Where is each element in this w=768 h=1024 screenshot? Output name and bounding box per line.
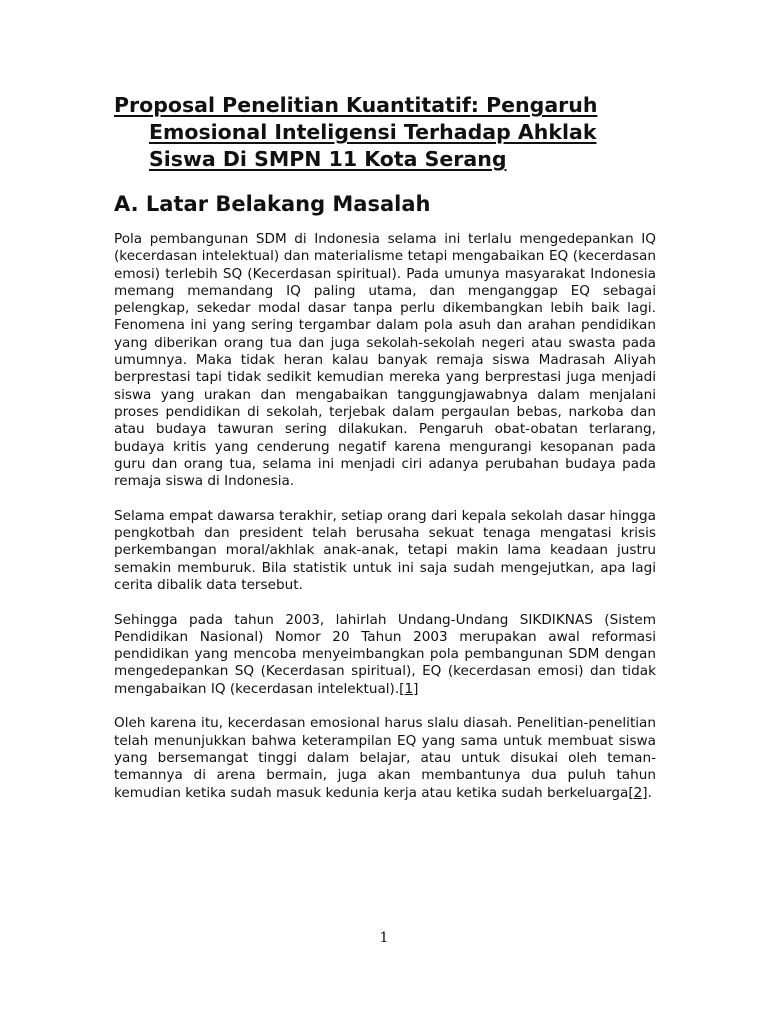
- paragraph-4: [114, 715, 656, 801]
- paragraph-3: [114, 612, 656, 698]
- footnote-link-1[interactable]: [1]: [399, 680, 419, 697]
- paragraph-2: Selama empat dawarsa terakhir, setiap orang dari kepala sekolah dasar hingga pengkotbah dan president telah berusaha sekuat tenaga mengatasi krisis perkembangan moral/akhlak anak-anak, tetapi makin lama keadaan justru semakin memburuk. Bila statistik untuk ini saja sudah mengejutkan, apa lagi cerita dibalik data tersebut.: [114, 507, 656, 593]
- document-title: Proposal Penelitian Kuantitatif: Pengaruh Emosional Inteligensi Terhadap Ahklak Siswa Di SMPN 11 Kota Serang: [114, 93, 598, 171]
- paragraph-3-text: Sehingga pada tahun 2003, lahirlah Undang-Undang SIKDIKNAS (Sistem Pendidikan Nasional) Nomor 20 Tahun 2003 merupakan awal reformasi pendidikan yang mencoba menyeimbangkan pola pembangunan SDM dengan mengedepankan SQ (Kecerdasan spiritual), EQ (kecerdasan emosi) dan tidak mengabaikan IQ (kecerdasan intelektual).: [114, 611, 656, 697]
- paragraph-1: Pola pembangunan SDM di Indonesia selama ini terlalu mengedepankan IQ (kecerdasan intelektual) dan materialisme tetapi mengabaikan EQ (kecerdasan emosi) terlebih SQ (Kecerdasan spiritual). Pada umunya masyarakat Indonesia memang memandang IQ paling utama, dan menganggap EQ sebagai pelengkap, sekedar modal dasar tanpa perlu dikembangkan lebih baik lagi. Fenomena ini yang sering tergambar dalam pola asuh dan arahan pendidikan yang diberikan orang tua dan juga sekolah-sekolah negeri atau swasta pada umumnya. Maka tidak heran kalau banyak remaja siswa Madrasah Aliyah berprestasi tapi tidak sedikit kemudian mereka yang berprestasi juga menjadi siswa yang urakan dan mengabaikan tanggungjawabnya dalam menjalani proses pendidikan di sekolah, terjebak dalam pergaulan bebas, narkoba dan atau budaya tawuran sering dilakukan. Pengaruh obat-obatan terlarang, budaya kritis yang cenderung negatif karena mengurangi kesopanan pada guru dan orang tua, selama ini menjadi ciri adanya perubahan budaya pada remaja siswa di Indonesia.: [114, 231, 656, 490]
- footnote-link-2[interactable]: [2]: [628, 784, 648, 801]
- page-number: 1: [379, 930, 389, 946]
- document-page: [114, 92, 656, 819]
- paragraph-4-text: Oleh karena itu, kecerdasan emosional harus slalu diasah. Penelitian-penelitian telah menunjukkan bahwa keterampilan EQ yang sama untuk membuat siswa yang bersemangat tinggi dalam belajar, atau untuk disukai oleh teman-temannya di arena bermain, juga akan membantunya dua puluh tahun kemudian ketika sudah masuk kedunia kerja atau ketika sudah berkeluarga: [114, 715, 656, 801]
- section-heading: A. Latar Belakang Masalah: [114, 192, 431, 216]
- paragraph-4-end: .: [647, 784, 652, 801]
